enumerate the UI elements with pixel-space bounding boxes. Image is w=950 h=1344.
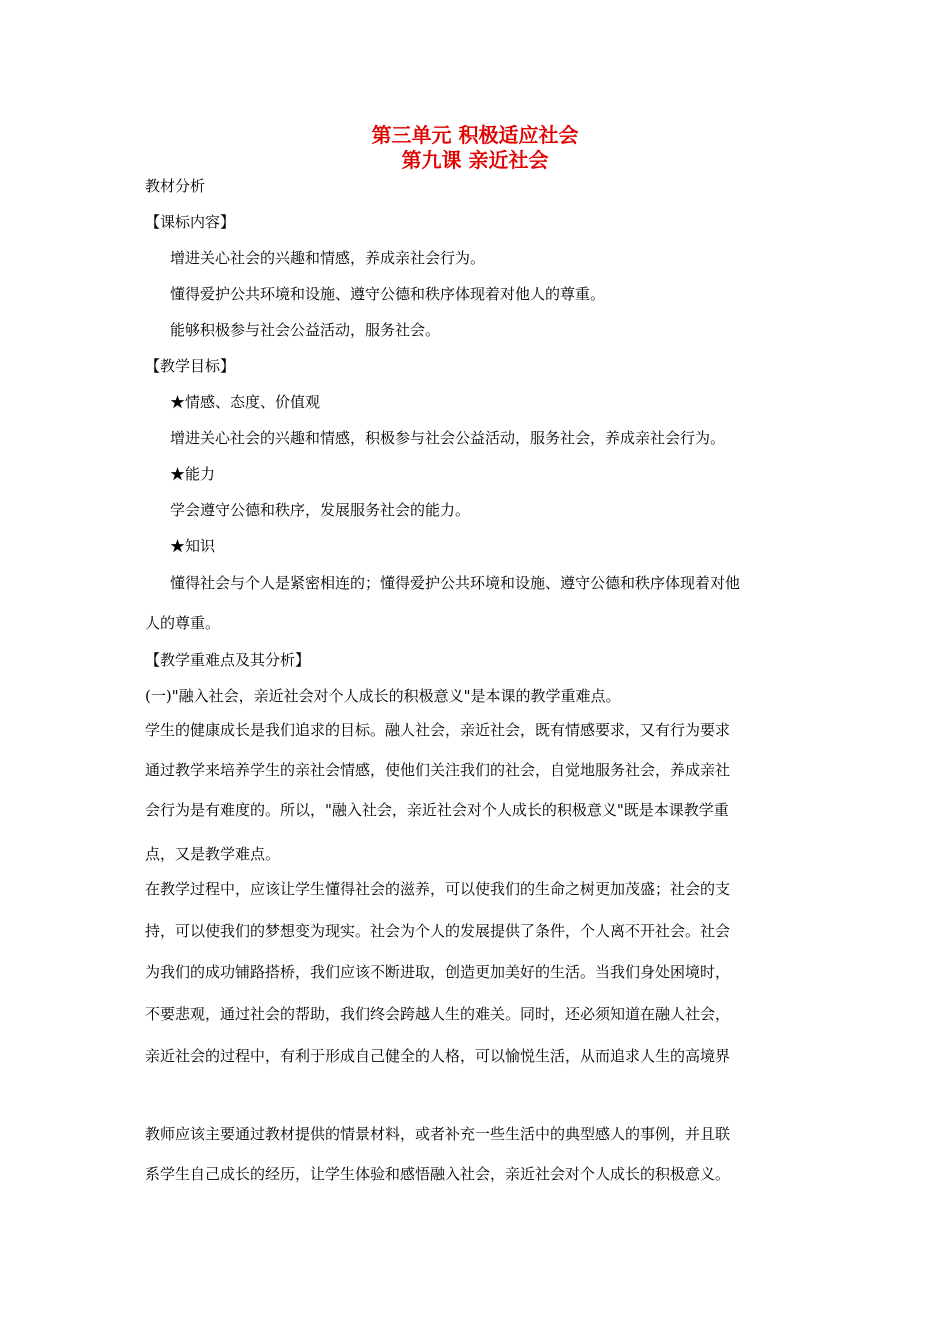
heading-curriculum: 【课标内容】 — [145, 213, 236, 231]
paragraph-line: 通过教学来培养学生的亲社会情感，使他们关注我们的社会，自觉地服务社会，养成亲社 — [145, 761, 731, 779]
paragraph-line: 在教学过程中，应该让学生懂得社会的滋养，可以使我们的生命之树更加茂盛；社会的支 — [145, 880, 731, 898]
heading-key-points: 【教学重难点及其分析】 — [145, 651, 311, 669]
lesson-title: 第九课 亲近社会 — [401, 148, 549, 172]
key-point-1: (一)"融入社会，亲近社会对个人成长的积极意义"是本课的教学重难点。 — [145, 687, 621, 705]
section-material-analysis: 教材分析 — [145, 177, 206, 195]
paragraph-line: 学生的健康成长是我们追求的目标。融人社会，亲近社会，既有情感要求，又有行为要求 — [145, 721, 731, 739]
objective-emotion-label: ★情感、态度、价值观 — [170, 393, 321, 411]
curriculum-item: 增进关心社会的兴趣和情感，养成亲社会行为。 — [170, 249, 486, 267]
unit-title: 第三单元 积极适应社会 — [371, 123, 579, 147]
paragraph-line: 教师应该主要通过教材提供的情景材料，或者补充一些生活中的典型感人的事例，并且联 — [145, 1125, 731, 1143]
paragraph-line: 亲近社会的过程中，有利于形成自己健全的人格，可以愉悦生活，从而追求人生的高境界 — [145, 1047, 731, 1065]
curriculum-item: 懂得爱护公共环境和设施、遵守公德和秩序体现着对他人的尊重。 — [170, 285, 606, 303]
objective-ability-text: 学会遵守公德和秩序，发展服务社会的能力。 — [170, 501, 471, 519]
paragraph-line: 持，可以使我们的梦想变为现实。社会为个人的发展提供了条件，个人离不开社会。社会 — [145, 922, 731, 940]
paragraph-line: 系学生自己成长的经历，让学生体验和感悟融入社会，亲近社会对个人成长的积极意义。 — [145, 1165, 731, 1183]
objective-knowledge-label: ★知识 — [170, 537, 216, 555]
paragraph-line: 不要悲观，通过社会的帮助，我们终会跨越人生的难关。同时，还必须知道在融人社会， — [145, 1005, 731, 1023]
objective-ability-label: ★能力 — [170, 465, 216, 483]
objective-knowledge-text: 人的尊重。 — [145, 614, 221, 632]
objective-knowledge-text: 懂得社会与个人是紧密相连的；懂得爱护公共环境和设施、遵守公德和秩序体现着对他 — [170, 574, 741, 592]
paragraph-line: 为我们的成功铺路搭桥，我们应该不断进取，创造更加美好的生活。当我们身处困境时， — [145, 963, 731, 981]
curriculum-item: 能够积极参与社会公益活动，服务社会。 — [170, 321, 441, 339]
paragraph-line: 点，又是教学难点。 — [145, 845, 281, 863]
paragraph-line: 会行为是有难度的。所以，"融入社会，亲近社会对个人成长的积极意义"既是本课教学重 — [145, 801, 729, 819]
heading-objectives: 【教学目标】 — [145, 357, 236, 375]
objective-emotion-text: 增进关心社会的兴趣和情感，积极参与社会公益活动，服务社会，养成亲社会行为。 — [170, 429, 726, 447]
